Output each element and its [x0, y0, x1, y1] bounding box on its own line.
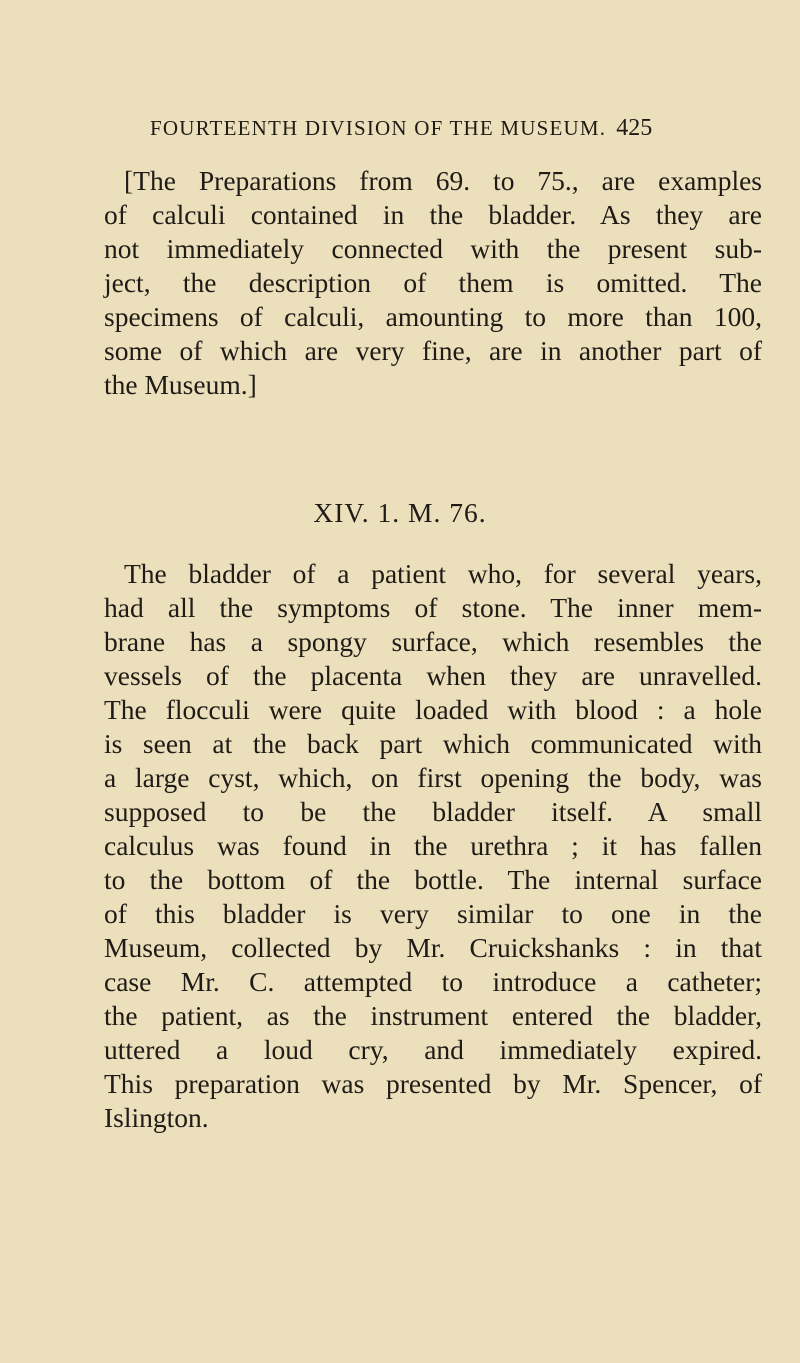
text-line: case Mr. C. attempted to introduce a catheter; [104, 966, 762, 997]
text-line: This preparation was presented by Mr. Spencer, of [104, 1068, 762, 1099]
text-line: had all the symptoms of stone. The inner mem- [104, 592, 762, 623]
text-line: The flocculi were quite loaded with blood : a hole [104, 694, 762, 725]
text-line: brane has a spongy surface, which resembles the [104, 626, 762, 657]
running-head [150, 115, 652, 142]
text-line: a large cyst, which, on first opening the body, was [104, 762, 762, 793]
text-line: the patient, as the instrument entered the bladder, [104, 1000, 762, 1031]
section-heading: XIV. 1. M. 76. [313, 497, 487, 528]
text-line: supposed to be the bladder itself. A small [104, 796, 762, 827]
text-line: [The Preparations from 69. to 75., are examples [124, 165, 762, 196]
text-line: some of which are very fine, are in another part of [104, 335, 762, 366]
text-line: the Museum.] [104, 369, 257, 400]
text-line: of calculi contained in the bladder. As they are [104, 199, 762, 230]
text-line: not immediately connected with the present sub- [104, 233, 762, 264]
text-line: uttered a loud cry, and immediately expired. [104, 1034, 762, 1065]
text-line: Museum, collected by Mr. Cruickshanks : in that [104, 932, 762, 963]
page-number: 425 [616, 115, 653, 141]
text-line: is seen at the back part which communicated with [104, 728, 762, 759]
running-head-title: FOURTEENTH DIVISION OF THE MUSEUM. [150, 116, 607, 140]
text-line: The bladder of a patient who, for several years, [124, 558, 762, 589]
text-line: ject, the description of them is omitted. The [104, 267, 762, 298]
text-line: Islington. [104, 1102, 209, 1133]
text-line: specimens of calculi, amounting to more than 100, [104, 301, 762, 332]
text-line: vessels of the placenta when they are unravelled. [104, 660, 762, 691]
text-line: calculus was found in the urethra ; it has fallen [104, 830, 762, 861]
text-line: to the bottom of the bottle. The internal surface [104, 864, 762, 895]
text-line: of this bladder is very similar to one in the [104, 898, 762, 929]
